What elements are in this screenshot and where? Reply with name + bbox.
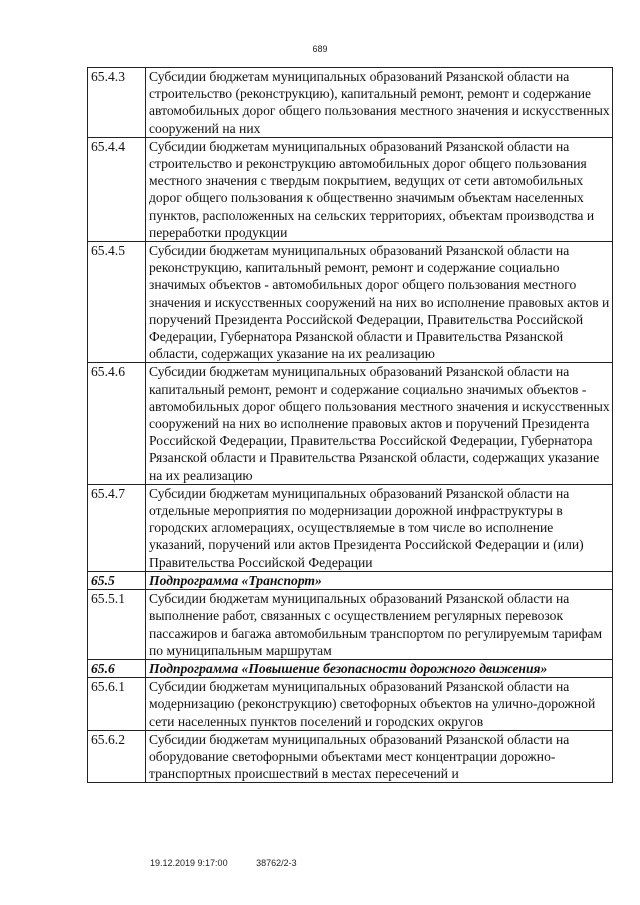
table-row bbox=[88, 484, 613, 571]
row-text: Субсидии бюджетам муниципальных образований Рязанской области на оборудование светофорными объектами мест концентрации дорожно-транспортных происшествий в местах пересечений и bbox=[146, 730, 613, 783]
row-text: Субсидии бюджетам муниципальных образований Рязанской области на отдельные мероприятия по модернизации дорожной инфраструктуры в городских агломерациях, осуществляемые в том числе во исполнение указаний, поручений или актов Президента Российской Федерации и (или) Правительства Российской Федерации bbox=[146, 484, 613, 571]
row-text: Субсидии бюджетам муниципальных образований Рязанской области на выполнение работ, связанных с осуществлением регулярных перевозок пассажиров и багажа автомобильным транспортом по регулируемым тарифам по муниципальным маршрутам bbox=[146, 590, 613, 660]
row-code: 65.4.3 bbox=[88, 68, 146, 138]
row-text: Субсидии бюджетам муниципальных образований Рязанской области на реконструкцию, капитальный ремонт, ремонт и содержание социально значимых объектов - автомобильных дорог общего пользования местного значения и искусственных сооружений на них во исполнение правовых актов и поручений Президента Российской Федерации, Правительства Российской Федерации, Губернатора Рязанской области и Правительства Рязанской области, содержащих указание на их реализацию bbox=[146, 242, 613, 363]
table-row bbox=[88, 242, 613, 363]
table-row bbox=[88, 678, 613, 731]
row-code: 65.4.5 bbox=[88, 242, 146, 363]
row-code: 65.6.2 bbox=[88, 730, 146, 783]
row-code: 65.4.6 bbox=[88, 363, 146, 484]
row-code: 65.4.4 bbox=[88, 137, 146, 241]
section-row bbox=[88, 571, 613, 589]
row-code: 65.4.7 bbox=[88, 484, 146, 571]
row-text: Субсидии бюджетам муниципальных образований Рязанской области на модернизацию (реконструкцию) светофорных объектов на улично-дорожной сети населенных пунктов поселений и городских округов bbox=[146, 678, 613, 731]
table-row bbox=[88, 730, 613, 783]
section-title: Подпрограмма «Повышение безопасности дорожного движения» bbox=[146, 659, 613, 677]
section-title: Подпрограмма «Транспорт» bbox=[146, 571, 613, 589]
table-row bbox=[88, 363, 613, 484]
footer-doc-id: 38762/2-3 bbox=[256, 858, 297, 868]
table-row bbox=[88, 137, 613, 241]
section-code: 65.5 bbox=[88, 571, 146, 589]
table-row bbox=[88, 590, 613, 660]
section-code: 65.6 bbox=[88, 659, 146, 677]
footer-timestamp: 19.12.2019 9:17:00 bbox=[150, 858, 228, 868]
row-code: 65.5.1 bbox=[88, 590, 146, 660]
row-code: 65.6.1 bbox=[88, 678, 146, 731]
document-table bbox=[87, 67, 613, 783]
table-row bbox=[88, 68, 613, 138]
footer bbox=[150, 858, 297, 868]
row-text: Субсидии бюджетам муниципальных образований Рязанской области на строительство (реконструкцию), капитальный ремонт, ремонт и содержание автомобильных дорог общего пользования местного значения и искусственных сооружений на них bbox=[146, 68, 613, 138]
row-text: Субсидии бюджетам муниципальных образований Рязанской области на капитальный ремонт, ремонт и содержание социально значимых объектов - автомобильных дорог общего пользования местного значения и искусственных сооружений на них во исполнение правовых актов и поручений Президента Российской Федерации, Правительства Российской Федерации, Губернатора Рязанской области и Правительства Рязанской области, содержащих указание на их реализацию bbox=[146, 363, 613, 484]
row-text: Субсидии бюджетам муниципальных образований Рязанской области на строительство и реконструкцию автомобильных дорог общего пользования местного значения с твердым покрытием, ведущих от сети автомобильных дорог общего пользования к общественно значимым объектам населенных пунктов, расположенных на сельских территориях, объектам производства и переработки продукции bbox=[146, 137, 613, 241]
section-row bbox=[88, 659, 613, 677]
page-number: 689 bbox=[312, 44, 328, 54]
